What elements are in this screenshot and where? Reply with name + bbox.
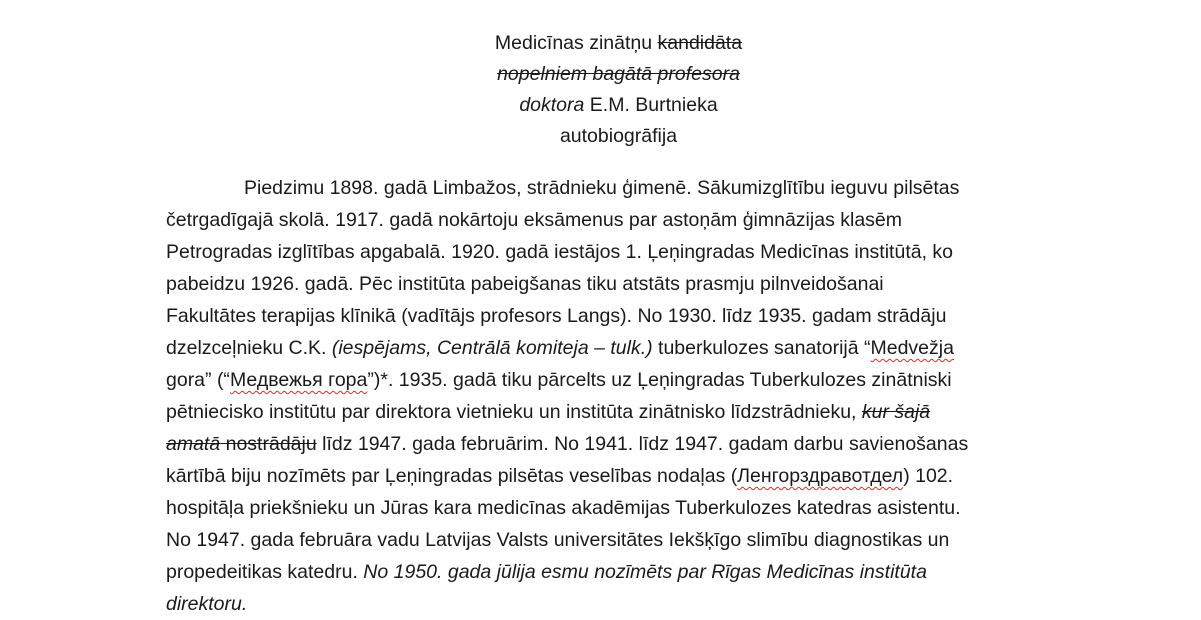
body-text: pabeidzu 1926. gadā. Pēc institūta pabeigšanas tiku atstāts prasmju pilnveidošanai: [166, 273, 884, 295]
body-text: propedeitikas katedru.: [166, 561, 364, 583]
body-italic-text: direktoru.: [166, 593, 248, 615]
body-line: [166, 460, 1086, 492]
body-strikethrough-text: kur šajā: [861, 401, 931, 423]
body-italic-text: (iespējams, Centrālā komiteja – tulk.): [331, 337, 653, 359]
body-text: ” (“: [205, 369, 230, 391]
body-line: [166, 524, 1086, 556]
body-line: [166, 236, 1086, 268]
title-strikethrough-text: nopelniem bagātā profesora: [497, 63, 740, 85]
body-text: kārtībā biju nozīmēts par Ļeņingradas pilsētas veselības nodaļas (: [166, 465, 738, 487]
body-text: hospitāļa priekšnieku un Jūras kara medicīnas akadēmijas Tuberkulozes katedras asistentu.: [166, 497, 961, 519]
body-line: [166, 556, 1086, 588]
spellcheck-flagged-word[interactable]: Medvežja: [870, 337, 954, 359]
title-strikethrough-text: kandidāta: [657, 32, 743, 54]
title-line-3: [0, 90, 1201, 121]
body-text: Petrogradas izglītības apgabalā. 1920. gadā iestājos 1. Ļeņingradas Medicīnas institūtā, ko: [166, 241, 954, 263]
body-line: [166, 428, 1086, 460]
body-italic-text: No 1950. gada jūlija esmu nozīmēts par Rīgas Medicīnas institūta: [363, 561, 927, 583]
document-body: [166, 172, 1086, 620]
body-line: [166, 364, 1086, 396]
title-text: autobiogrāfija: [559, 125, 678, 147]
title-text: Medicīnas zinātņu: [494, 32, 658, 54]
body-line: [166, 300, 1086, 332]
document-title: [0, 28, 1201, 152]
body-line: [166, 492, 1086, 524]
body-text: tuberkulozes sanatorijā “: [652, 337, 871, 359]
body-text: ”)*. 1935. gadā tiku pārcelts uz Ļeņingradas Tuberkulozes zinātniski: [367, 369, 952, 391]
body-line: [166, 396, 1086, 428]
spellcheck-flagged-word[interactable]: Ленгорздравотдел: [737, 465, 904, 487]
title-text: E.M. Burtnieka: [584, 94, 718, 116]
body-text: Fakultātes terapijas klīnikā (vadītājs profesors Langs). No 1930. līdz 1935. gadam strādāju: [166, 305, 947, 327]
body-line: [166, 332, 1086, 364]
body-line: [166, 268, 1086, 300]
body-strikethrough-text: nostrādāju: [220, 433, 317, 455]
body-text: dzelzceļnieku C.K.: [166, 337, 332, 359]
title-italic-text: doktora: [519, 94, 585, 116]
title-line-1: [0, 28, 1201, 59]
body-text: Piedzimu 1898. gadā Limbažos, strādnieku ģimenē. Sākumizglītību ieguvu pilsētas: [244, 177, 960, 199]
body-text: No 1947. gada februāra vadu Latvijas Valsts universitātes Iekšķīgo slimību diagnostikas un: [166, 529, 950, 551]
body-strikethrough-text: amatā: [166, 433, 221, 455]
title-line-2: [0, 59, 1201, 90]
body-text: gora: [166, 369, 206, 391]
body-line: [166, 588, 1086, 620]
body-line: [166, 204, 1086, 236]
body-text: pētniecisko institūtu par direktora vietnieku un institūta zinātnisko līdzstrādnieku,: [166, 401, 862, 423]
body-text: ) 102.: [903, 465, 954, 487]
title-line-4: [0, 121, 1201, 152]
body-line: [166, 172, 1086, 204]
spellcheck-flagged-word[interactable]: Медвежья гора: [229, 369, 368, 391]
body-text: līdz 1947. gada februārim. No 1941. līdz 1947. gadam darbu savienošanas: [316, 433, 969, 455]
body-text: četrgadīgajā skolā. 1917. gadā nokārtoju eksāmenus par astoņām ģimnāzijas klasēm: [166, 209, 903, 231]
